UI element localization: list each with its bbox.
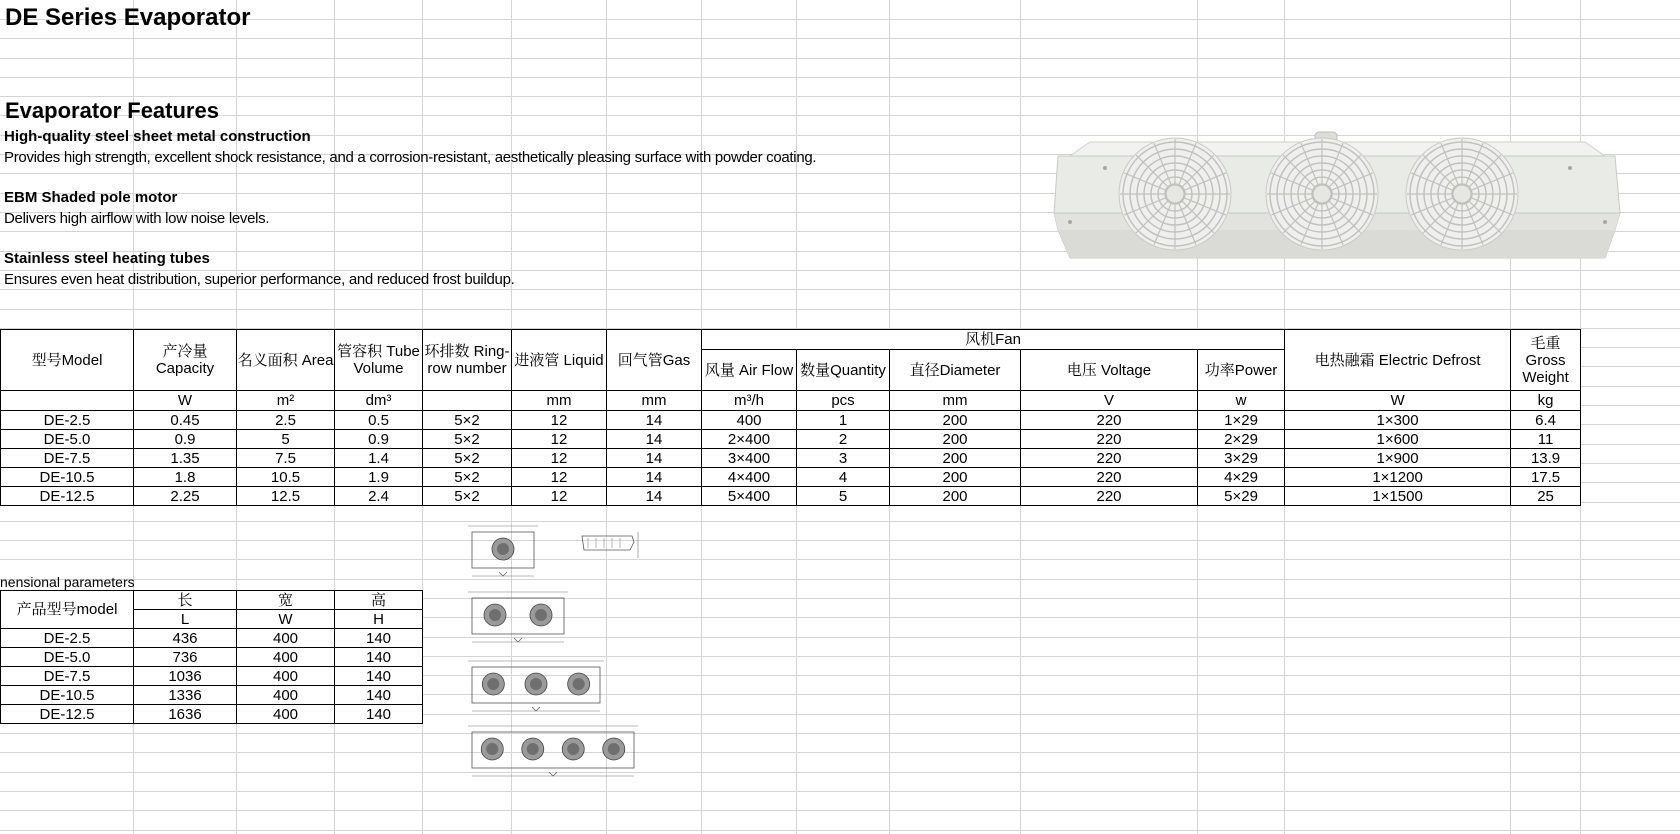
data-cell: 1.9 <box>335 468 423 487</box>
header-area: 名义面积 Area <box>237 330 335 391</box>
data-cell: 14 <box>607 430 702 449</box>
dimensions-table <box>0 590 423 724</box>
model-cell: DE-5.0 <box>1 648 134 667</box>
data-cell: 1.4 <box>335 449 423 468</box>
data-cell: 1.8 <box>134 468 237 487</box>
subheader-h: H <box>335 610 423 629</box>
data-cell: 7.5 <box>237 449 335 468</box>
data-cell: 5 <box>797 487 890 506</box>
data-cell: 0.9 <box>335 430 423 449</box>
data-cell: 0.5 <box>335 411 423 430</box>
data-cell: 5×2 <box>423 411 512 430</box>
data-cell: 5×2 <box>423 487 512 506</box>
table-row <box>1 629 423 648</box>
header-length: 长 <box>134 591 237 610</box>
data-cell: 5×2 <box>423 449 512 468</box>
header-weight: 毛重 Gross Weight <box>1511 330 1581 391</box>
data-cell: 200 <box>890 468 1021 487</box>
table-row <box>1 487 1581 506</box>
data-cell: 436 <box>134 629 237 648</box>
header-ring-row: 环排数 Ring-row number <box>423 330 512 391</box>
data-cell: 4×29 <box>1198 468 1285 487</box>
page-title: DE Series Evaporator <box>5 4 251 31</box>
unit-cell: w <box>1198 391 1285 411</box>
data-cell: 6.4 <box>1511 411 1581 430</box>
data-cell: 14 <box>607 411 702 430</box>
data-cell: 220 <box>1021 468 1198 487</box>
data-cell: 5×2 <box>423 430 512 449</box>
header-quantity: 数量Quantity <box>797 350 890 391</box>
data-cell: 14 <box>607 468 702 487</box>
feature-description: Delivers high airflow with low noise levels. <box>4 210 270 227</box>
data-cell: 1×29 <box>1198 411 1285 430</box>
feature-title: EBM Shaded pole motor <box>4 189 178 206</box>
data-cell: 220 <box>1021 430 1198 449</box>
header-defrost: 电热融霜 Electric Defrost <box>1285 330 1511 391</box>
data-cell: 11 <box>1511 430 1581 449</box>
data-cell: 12.5 <box>237 487 335 506</box>
data-cell: 3×29 <box>1198 449 1285 468</box>
data-cell: 140 <box>335 667 423 686</box>
data-cell: 25 <box>1511 487 1581 506</box>
data-cell: 220 <box>1021 487 1198 506</box>
data-cell: 220 <box>1021 411 1198 430</box>
data-cell: 4×400 <box>702 468 797 487</box>
unit-cell: mm <box>512 391 607 411</box>
data-cell: 1×900 <box>1285 449 1511 468</box>
header-fan-group: 风机Fan <box>702 330 1285 350</box>
data-cell: 140 <box>335 629 423 648</box>
model-cell: DE-2.5 <box>1 411 134 430</box>
data-cell: 1×300 <box>1285 411 1511 430</box>
data-cell: 400 <box>237 686 335 705</box>
data-cell: 1×600 <box>1285 430 1511 449</box>
data-cell: 1.35 <box>134 449 237 468</box>
unit-cell: mm <box>890 391 1021 411</box>
data-cell: 2×29 <box>1198 430 1285 449</box>
model-cell: DE-2.5 <box>1 629 134 648</box>
data-cell: 140 <box>335 705 423 724</box>
feature-description: Provides high strength, excellent shock resistance, and a corrosion-resistant, aesthetically pleasing surface with powder coating. <box>4 149 817 166</box>
data-cell: 1336 <box>134 686 237 705</box>
data-cell: 14 <box>607 449 702 468</box>
data-cell: 5×29 <box>1198 487 1285 506</box>
model-cell: DE-10.5 <box>1 468 134 487</box>
data-cell: 736 <box>134 648 237 667</box>
data-cell: 400 <box>237 629 335 648</box>
table-row <box>1 411 1581 430</box>
data-cell: 3×400 <box>702 449 797 468</box>
evaporator-unit-photo <box>1030 118 1625 278</box>
model-cell: DE-10.5 <box>1 686 134 705</box>
data-cell: 1036 <box>134 667 237 686</box>
feature-title: Stainless steel heating tubes <box>4 250 210 267</box>
model-cell: DE-12.5 <box>1 487 134 506</box>
unit-cell: mm <box>607 391 702 411</box>
spec-table <box>0 329 1581 506</box>
table-row <box>1 705 423 724</box>
data-cell: 400 <box>237 667 335 686</box>
data-cell: 1×1500 <box>1285 487 1511 506</box>
subheader-w: W <box>237 610 335 629</box>
data-cell: 5×2 <box>423 468 512 487</box>
data-cell: 140 <box>335 648 423 667</box>
data-cell: 12 <box>512 449 607 468</box>
table-row <box>1 648 423 667</box>
header-voltage: 电压 Voltage <box>1021 350 1198 391</box>
unit-cell: kg <box>1511 391 1581 411</box>
table-row <box>1 449 1581 468</box>
data-cell: 5×400 <box>702 487 797 506</box>
unit-cell: W <box>134 391 237 411</box>
data-cell: 13.9 <box>1511 449 1581 468</box>
data-cell: 200 <box>890 487 1021 506</box>
header-gas: 回气管Gas <box>607 330 702 391</box>
data-cell: 12 <box>512 487 607 506</box>
dimensions-caption: nensional parameters <box>0 574 135 590</box>
data-cell: 1636 <box>134 705 237 724</box>
data-cell: 220 <box>1021 449 1198 468</box>
model-cell: DE-7.5 <box>1 667 134 686</box>
header-width: 宽 <box>237 591 335 610</box>
unit-cell <box>1 391 134 411</box>
data-cell: 4 <box>797 468 890 487</box>
unit-cell: V <box>1021 391 1198 411</box>
model-cell: DE-12.5 <box>1 705 134 724</box>
data-cell: 200 <box>890 411 1021 430</box>
data-cell: 2.25 <box>134 487 237 506</box>
header-diameter: 直径Diameter <box>890 350 1021 391</box>
data-cell: 140 <box>335 686 423 705</box>
data-cell: 0.9 <box>134 430 237 449</box>
data-cell: 2 <box>797 430 890 449</box>
data-cell: 2.5 <box>237 411 335 430</box>
data-cell: 400 <box>237 648 335 667</box>
data-cell: 10.5 <box>237 468 335 487</box>
table-row <box>1 686 423 705</box>
table-row <box>1 667 423 686</box>
data-cell: 14 <box>607 487 702 506</box>
data-cell: 200 <box>890 449 1021 468</box>
data-cell: 400 <box>702 411 797 430</box>
data-cell: 3 <box>797 449 890 468</box>
unit-cell: W <box>1285 391 1511 411</box>
model-cell: DE-5.0 <box>1 430 134 449</box>
dimension-drawings <box>462 522 668 792</box>
units-row <box>1 391 1581 411</box>
header-model: 型号Model <box>1 330 134 391</box>
header-power: 功率Power <box>1198 350 1285 391</box>
unit-cell: pcs <box>797 391 890 411</box>
data-cell: 1×1200 <box>1285 468 1511 487</box>
data-cell: 2×400 <box>702 430 797 449</box>
data-cell: 2.4 <box>335 487 423 506</box>
features-heading: Evaporator Features <box>5 98 219 123</box>
data-cell: 17.5 <box>1511 468 1581 487</box>
header-liquid: 进液管 Liquid <box>512 330 607 391</box>
unit-cell <box>423 391 512 411</box>
table-row <box>1 468 1581 487</box>
unit-cell: m² <box>237 391 335 411</box>
unit-cell: dm³ <box>335 391 423 411</box>
header-product-model: 产品型号model <box>1 591 134 629</box>
feature-description: Ensures even heat distribution, superior performance, and reduced frost buildup. <box>4 271 515 288</box>
data-cell: 400 <box>237 705 335 724</box>
data-cell: 200 <box>890 430 1021 449</box>
unit-cell: m³/h <box>702 391 797 411</box>
header-tube-volume: 管容积 Tube Volume <box>335 330 423 391</box>
header-capacity: 产冷量 Capacity <box>134 330 237 391</box>
data-cell: 0.45 <box>134 411 237 430</box>
header-air-flow: 风量 Air Flow <box>702 350 797 391</box>
subheader-l: L <box>134 610 237 629</box>
data-cell: 1 <box>797 411 890 430</box>
data-cell: 12 <box>512 430 607 449</box>
table-row <box>1 430 1581 449</box>
feature-title: High-quality steel sheet metal construction <box>4 128 311 145</box>
header-height: 高 <box>335 591 423 610</box>
data-cell: 12 <box>512 468 607 487</box>
data-cell: 5 <box>237 430 335 449</box>
model-cell: DE-7.5 <box>1 449 134 468</box>
data-cell: 12 <box>512 411 607 430</box>
